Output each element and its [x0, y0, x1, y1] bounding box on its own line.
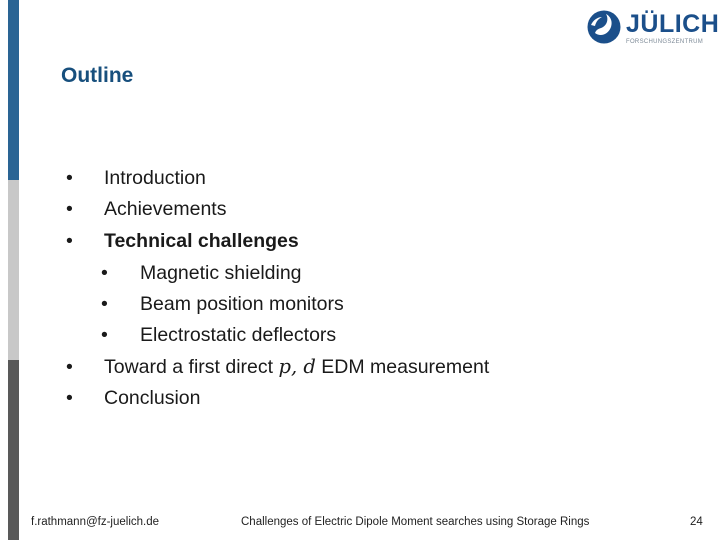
agenda-item-label: Introduction: [104, 167, 206, 189]
agenda-item-label: Electrostatic deflectors: [140, 324, 337, 346]
bullet: •: [101, 293, 108, 315]
accent-bar-bottom: [8, 360, 19, 540]
agenda-item-label: [104, 352, 489, 382]
bullet: •: [101, 262, 108, 284]
bullet: •: [101, 324, 108, 346]
bullet: •: [66, 198, 73, 220]
agenda-item-label: Conclusion: [104, 387, 201, 409]
bullet: •: [66, 230, 73, 252]
footer-talk-title: Challenges of Electric Dipole Moment searches using Storage Rings: [241, 516, 590, 528]
juelich-logo: [586, 9, 720, 49]
logo-subtitle: FORSCHUNGSZENTRUM: [626, 39, 704, 45]
agenda-item-label: Beam position monitors: [140, 293, 344, 315]
accent-bar-top: [8, 0, 19, 180]
logo-wordmark: JÜLICH: [626, 10, 720, 38]
juelich-logo-icon: [586, 9, 622, 45]
bullet: •: [66, 387, 73, 409]
bullet: •: [66, 356, 73, 378]
agenda-item-label: Technical challenges: [104, 230, 299, 252]
agenda-text-after: EDM measurement: [315, 356, 490, 378]
agenda-list: [40, 167, 560, 409]
accent-bar-middle: [8, 180, 19, 360]
agenda-text-before: Toward a first direct: [104, 356, 279, 378]
agenda-item-label: Magnetic shielding: [140, 262, 302, 284]
bullet: •: [66, 167, 73, 189]
footer-email: f.rathmann@fz-juelich.de: [31, 516, 160, 528]
slide-title: Outline: [61, 64, 134, 87]
agenda-item-label: Achievements: [104, 198, 227, 220]
math-p-d: p, d: [278, 355, 316, 378]
footer-page-number: 24: [690, 516, 703, 528]
